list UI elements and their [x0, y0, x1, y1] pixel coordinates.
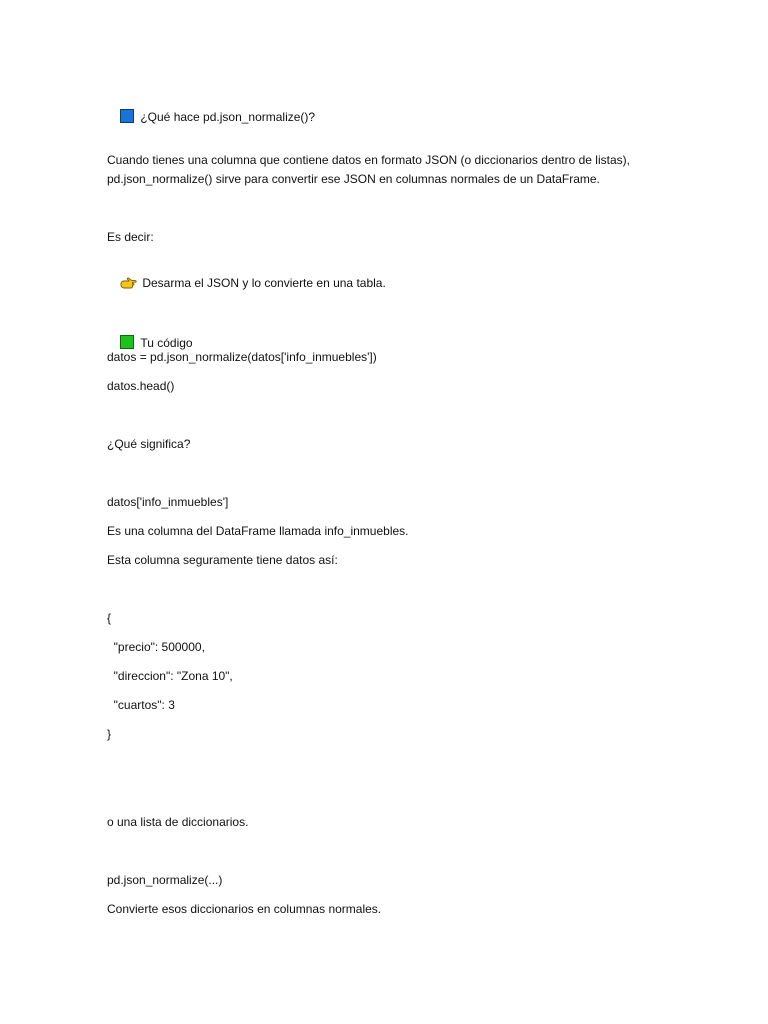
- intro-line-1: Cuando tienes una columna que contiene datos en formato JSON (o diccionarios dentro de listas),: [107, 153, 630, 167]
- column-data-intro: Esta columna seguramente tiene datos así:: [107, 553, 338, 567]
- es-decir-text: Es decir:: [107, 230, 154, 244]
- function-description: Convierte esos diccionarios en columnas normales.: [107, 902, 382, 916]
- json-line-direccion: "direccion": "Zona 10",: [107, 669, 233, 683]
- intro-paragraph: [107, 151, 667, 189]
- or-list-text: o una lista de diccionarios.: [107, 815, 249, 829]
- heading-json-normalize-text: ¿Qué hace pd.json_normalize()?: [140, 110, 316, 124]
- bullet-line: [107, 261, 386, 306]
- heading-json-normalize: [107, 94, 315, 140]
- json-close-brace: }: [107, 727, 112, 741]
- column-reference: datos['info_inmuebles']: [107, 495, 229, 509]
- heading-tu-codigo-text: Tu código: [140, 336, 193, 350]
- green-square-icon: [120, 335, 134, 349]
- intro-line-2: pd.json_normalize() sirve para convertir ese JSON en columnas normales de un DataFrame.: [107, 172, 600, 186]
- function-reference: pd.json_normalize(...): [107, 873, 223, 887]
- json-line-cuartos: "cuartos": 3: [107, 698, 175, 712]
- column-description: Es una columna del DataFrame llamada info_inmuebles.: [107, 524, 409, 538]
- pointing-hand-icon: [120, 277, 137, 289]
- code-line-2: datos.head(): [107, 379, 175, 393]
- code-line-1: datos = pd.json_normalize(datos['info_inmuebles']): [107, 350, 377, 364]
- json-line-precio: "precio": 500000,: [107, 640, 205, 654]
- bullet-text: Desarma el JSON y lo convierte en una tabla.: [142, 276, 386, 290]
- blue-square-icon: [120, 109, 134, 123]
- json-open-brace: {: [107, 611, 112, 625]
- question-text: ¿Qué significa?: [107, 437, 191, 451]
